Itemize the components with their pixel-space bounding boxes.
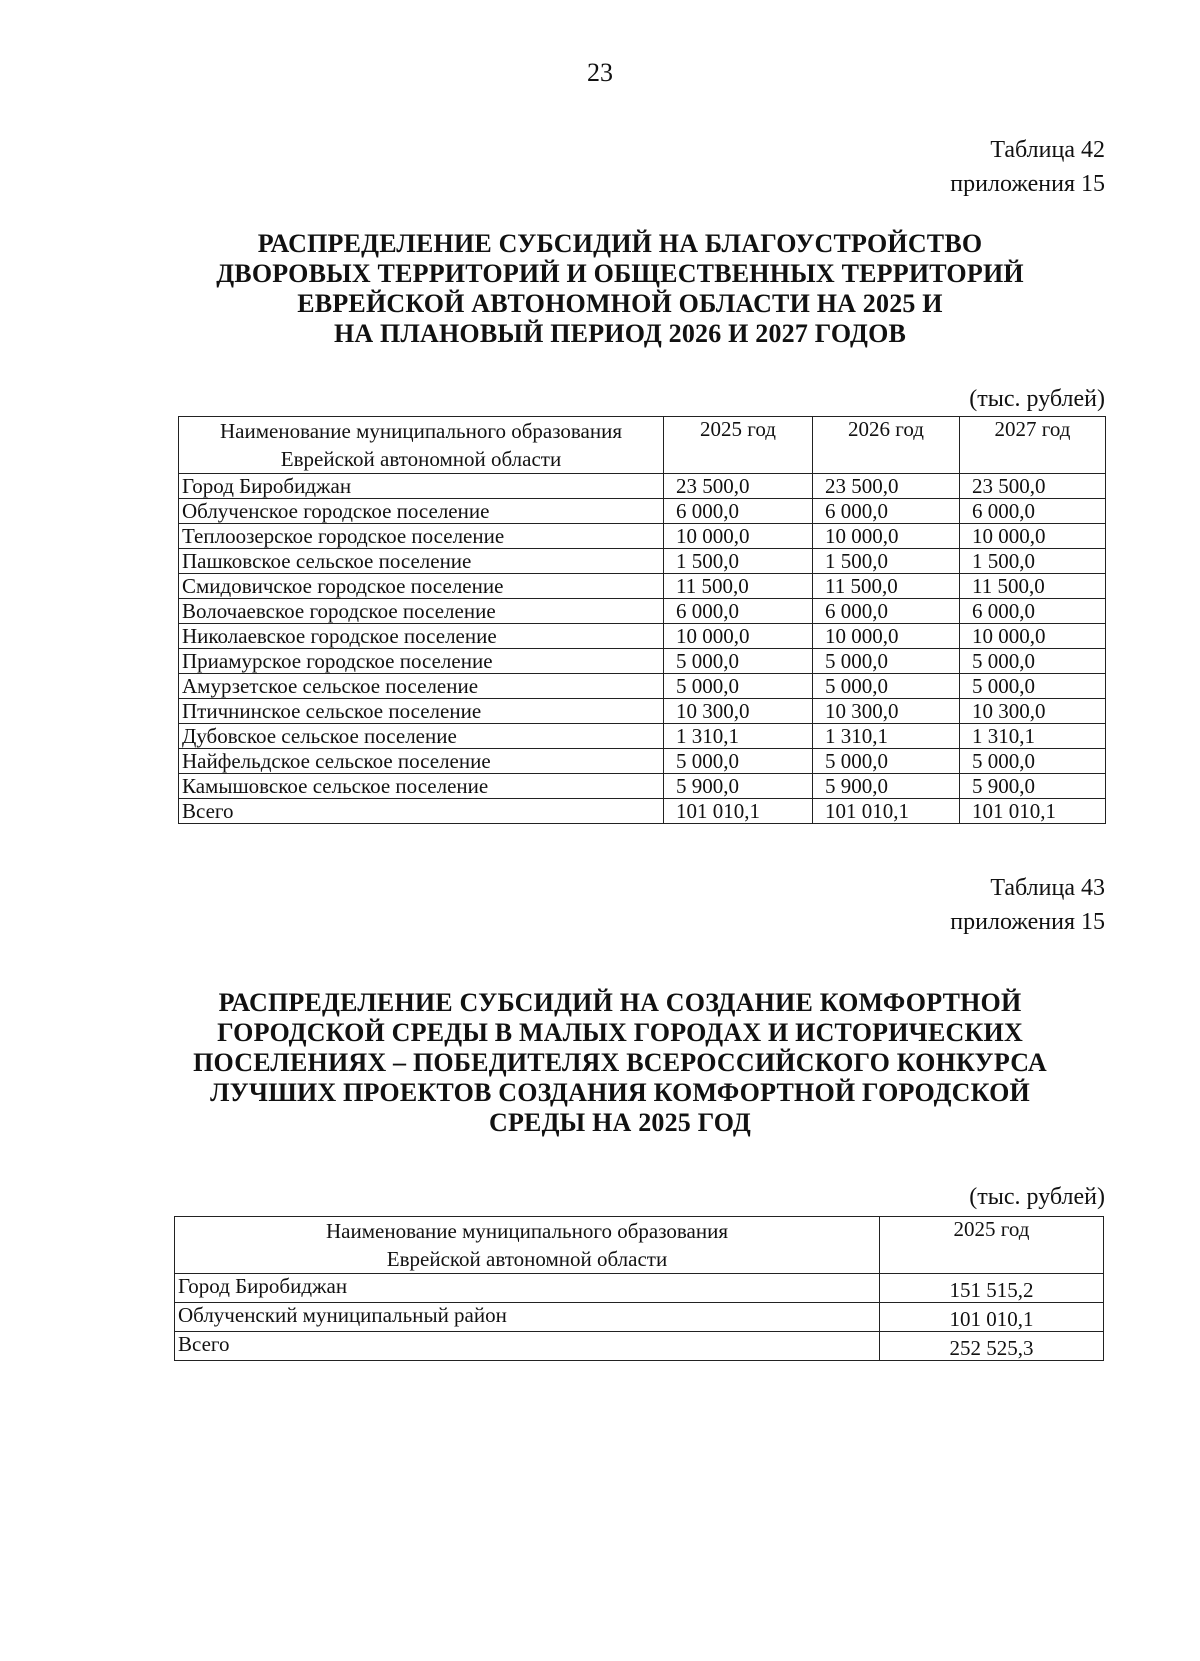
value-2027: 5 000,0 (960, 674, 1106, 699)
municipality-name: Город Биробиджан (179, 474, 664, 499)
municipality-name: Приамурское городское поселение (179, 649, 664, 674)
table43-reference (950, 871, 1105, 939)
value-2027: 11 500,0 (960, 574, 1106, 599)
column-header-2026: 2026 год (813, 417, 960, 474)
value-2027: 1 310,1 (960, 724, 1106, 749)
municipality-name: Найфельдское сельское поселение (179, 749, 664, 774)
table-total-row (179, 799, 1106, 824)
table-row (179, 549, 1106, 574)
title-line: ГОРОДСКОЙ СРЕДЫ В МАЛЫХ ГОРОДАХ И ИСТОРИЧЕСКИХ (217, 1018, 1023, 1047)
title-line: НА ПЛАНОВЫЙ ПЕРИОД 2026 И 2027 ГОДОВ (333, 319, 907, 348)
total-2025: 101 010,1 (664, 799, 813, 824)
title-line: ЕВРЕЙСКОЙ АВТОНОМНОЙ ОБЛАСТИ НА 2025 И (297, 289, 943, 318)
value-2026: 1 310,1 (813, 724, 960, 749)
column-header-2025: 2025 год (880, 1217, 1104, 1274)
table-row (179, 674, 1106, 699)
table-row (179, 624, 1106, 649)
table-total-row (175, 1332, 1104, 1361)
value-2025: 1 500,0 (664, 549, 813, 574)
value-2026: 10 300,0 (813, 699, 960, 724)
municipality-name: Волочаевское городское поселение (179, 599, 664, 624)
table43-title (160, 988, 1080, 1138)
municipality-name: Смидовичское городское поселение (179, 574, 664, 599)
table-row (179, 499, 1106, 524)
table42-appendix: приложения 15 (950, 171, 1105, 197)
value-2025: 23 500,0 (664, 474, 813, 499)
column-header-2025: 2025 год (664, 417, 813, 474)
table42-reference (950, 133, 1105, 201)
table42-label: Таблица 42 (990, 137, 1105, 163)
column-header-name (175, 1217, 880, 1274)
value-2027: 5 900,0 (960, 774, 1106, 799)
table-row (179, 774, 1106, 799)
municipality-name: Облученское городское поселение (179, 499, 664, 524)
title-line: ДВОРОВЫХ ТЕРРИТОРИЙ И ОБЩЕСТВЕННЫХ ТЕРРИТОРИЙ (216, 259, 1024, 288)
table-row (175, 1274, 1104, 1303)
total-label: Всего (179, 799, 664, 824)
value-2027: 5 000,0 (960, 649, 1106, 674)
value-2025: 6 000,0 (664, 499, 813, 524)
total-2027: 101 010,1 (960, 799, 1106, 824)
municipality-name: Николаевское городское поселение (179, 624, 664, 649)
value-2027: 6 000,0 (960, 499, 1106, 524)
total-label: Всего (175, 1332, 880, 1361)
table-header-row (175, 1217, 1104, 1274)
value-2026: 5 900,0 (813, 774, 960, 799)
value-2027: 10 000,0 (960, 624, 1106, 649)
municipality-name: Город Биробиджан (175, 1274, 880, 1303)
table42-title (160, 229, 1080, 349)
value-2027: 10 300,0 (960, 699, 1106, 724)
column-header-2027: 2027 год (960, 417, 1106, 474)
value-2025: 101 010,1 (880, 1303, 1104, 1332)
table43-appendix: приложения 15 (950, 909, 1105, 935)
table-row (179, 524, 1106, 549)
value-2027: 10 000,0 (960, 524, 1106, 549)
page-number: 23 (587, 58, 613, 87)
value-2025: 10 000,0 (664, 524, 813, 549)
table-row (179, 649, 1106, 674)
municipality-name: Птичнинское сельское поселение (179, 699, 664, 724)
value-2027: 5 000,0 (960, 749, 1106, 774)
table42-units: (тыс. рублей) (969, 386, 1105, 412)
value-2025: 10 300,0 (664, 699, 813, 724)
table-row (179, 599, 1106, 624)
value-2026: 6 000,0 (813, 499, 960, 524)
value-2026: 10 000,0 (813, 624, 960, 649)
title-line: РАСПРЕДЕЛЕНИЕ СУБСИДИЙ НА СОЗДАНИЕ КОМФОРТНОЙ (218, 988, 1022, 1017)
value-2027: 1 500,0 (960, 549, 1106, 574)
value-2026: 5 000,0 (813, 674, 960, 699)
value-2025: 5 000,0 (664, 674, 813, 699)
municipality-name: Пашковское сельское поселение (179, 549, 664, 574)
title-line: РАСПРЕДЕЛЕНИЕ СУБСИДИЙ НА БЛАГОУСТРОЙСТВО (257, 229, 983, 258)
title-line: ПОСЕЛЕНИЯХ – ПОБЕДИТЕЛЯХ ВСЕРОССИЙСКОГО КОНКУРСА (193, 1048, 1047, 1077)
value-2025: 10 000,0 (664, 624, 813, 649)
table-row (179, 574, 1106, 599)
value-2026: 23 500,0 (813, 474, 960, 499)
table42 (178, 416, 1106, 824)
value-2026: 6 000,0 (813, 599, 960, 624)
table43-units: (тыс. рублей) (969, 1184, 1105, 1210)
table-header-row (179, 417, 1106, 474)
column-header-name: Наименование муниципального образования Еврейской автономной области (179, 417, 664, 474)
table43 (174, 1216, 1104, 1361)
municipality-name: Облученский муниципальный район (175, 1303, 880, 1332)
value-2026: 1 500,0 (813, 549, 960, 574)
value-2026: 5 000,0 (813, 649, 960, 674)
municipality-name: Камышовское сельское поселение (179, 774, 664, 799)
header-line: Еврейской автономной области (386, 1247, 668, 1271)
value-2025: 151 515,2 (880, 1274, 1104, 1303)
table-row (179, 749, 1106, 774)
value-2027: 6 000,0 (960, 599, 1106, 624)
total-2025: 252 525,3 (880, 1332, 1104, 1361)
municipality-name: Теплоозерское городское поселение (179, 524, 664, 549)
header-line: Наименование муниципального образования (326, 1219, 728, 1243)
value-2026: 5 000,0 (813, 749, 960, 774)
municipality-name: Дубовское сельское поселение (179, 724, 664, 749)
table-row (175, 1303, 1104, 1332)
value-2027: 23 500,0 (960, 474, 1106, 499)
title-line: ЛУЧШИХ ПРОЕКТОВ СОЗДАНИЯ КОМФОРТНОЙ ГОРОДСКОЙ (210, 1078, 1030, 1107)
table-row (179, 474, 1106, 499)
table-row (179, 724, 1106, 749)
value-2025: 5 900,0 (664, 774, 813, 799)
value-2025: 5 000,0 (664, 649, 813, 674)
value-2025: 1 310,1 (664, 724, 813, 749)
value-2025: 5 000,0 (664, 749, 813, 774)
municipality-name: Амурзетское сельское поселение (179, 674, 664, 699)
total-2026: 101 010,1 (813, 799, 960, 824)
table43-label: Таблица 43 (990, 875, 1105, 901)
title-line: СРЕДЫ НА 2025 ГОД (488, 1108, 752, 1137)
value-2026: 11 500,0 (813, 574, 960, 599)
value-2025: 11 500,0 (664, 574, 813, 599)
table-row (179, 699, 1106, 724)
value-2026: 10 000,0 (813, 524, 960, 549)
value-2025: 6 000,0 (664, 599, 813, 624)
